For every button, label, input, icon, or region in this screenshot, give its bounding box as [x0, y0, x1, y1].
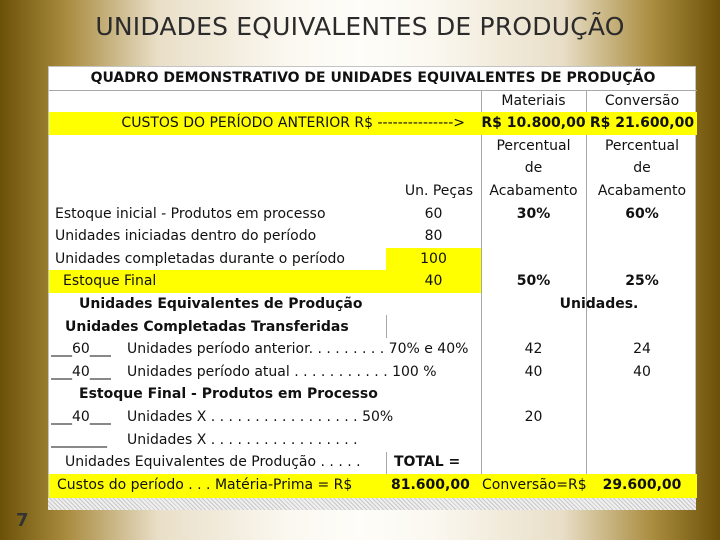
custos-conversao-label: Conversão=R$ [482, 477, 587, 493]
custos-mp-value: 81.600,00 [391, 477, 470, 493]
estoque-inicial-pecas: 60 [424, 205, 443, 222]
x1-label: Unidades X . . . . . . . . . . . . . . . . . 50% [127, 409, 394, 425]
iniciadas-pecas: 80 [424, 228, 443, 245]
un-pecas-header: Un. Peças [404, 183, 473, 199]
percentual-label: Percentual [604, 137, 680, 154]
table-row [49, 361, 697, 384]
x1-blank: ___40___ [51, 409, 111, 425]
anterior-conversao: 24 [633, 341, 651, 358]
table-row [49, 429, 697, 452]
estoque-final-conversao: 25% [625, 273, 659, 290]
table-row [49, 451, 697, 474]
anterior-materiais: 42 [524, 341, 543, 358]
custos-periodo-label: Custos do período . . . Matéria-Prima = R$ [57, 477, 353, 493]
estoque-final-materiais: 50% [516, 273, 551, 290]
estoque-inicial-materiais: 30% [516, 205, 551, 222]
hatched-bar [48, 498, 696, 510]
table-row [49, 112, 697, 135]
table-row [49, 293, 697, 316]
estoque-inicial-label: Estoque inicial - Produtos em processo [55, 205, 326, 222]
table-row [49, 157, 697, 180]
table-row [49, 316, 697, 339]
atual-label: Unidades período atual . . . . . . . . . . . 100 % [127, 363, 437, 380]
custos-conversao-value: 29.600,00 [602, 477, 682, 493]
table-row [49, 180, 697, 203]
table-row [49, 338, 697, 361]
table-header: QUADRO DEMONSTRATIVO DE UNIDADES EQUIVALENTES DE PRODUÇÃO [90, 70, 656, 86]
table-row [49, 225, 697, 248]
estoque-final-label: Estoque Final [49, 270, 386, 293]
atual-conversao: 40 [633, 363, 651, 380]
atual-blank: ___40___ [51, 363, 111, 380]
table-row [49, 135, 697, 158]
x2-label: Unidades X . . . . . . . . . . . . . . . . . [127, 431, 358, 448]
table-row [49, 406, 697, 429]
x2-blank: ________ [51, 431, 107, 448]
anterior-label: Unidades período anterior. . . . . . . . . 70% e 40% [127, 341, 469, 358]
estoque-final-processo-label: Estoque Final - Produtos em Processo [79, 386, 378, 403]
total-label: TOTAL = [394, 454, 461, 471]
completadas-label: Unidades completadas durante o período [55, 250, 345, 267]
de-label: de [633, 160, 651, 177]
custos-anterior-conversao: R$ 21.600,00 [589, 115, 695, 132]
table-row [49, 203, 697, 226]
table-row [49, 248, 697, 271]
completadas-pecas: 100 [386, 248, 481, 271]
slide-number: 7 [16, 510, 29, 531]
de-label: de [524, 160, 543, 177]
acabamento-label: Acabamento [597, 183, 687, 199]
iniciadas-label: Unidades iniciadas dentro do período [55, 228, 317, 245]
table-row [49, 270, 697, 293]
table-row [49, 67, 697, 90]
completas-transferidas-label: Unidades Completadas Transferidas [65, 318, 349, 335]
table-row [49, 474, 697, 498]
atual-materiais: 40 [524, 363, 543, 380]
acabamento-label: Acabamento [489, 183, 578, 199]
table-row [49, 383, 697, 406]
unidades-label: Unidades. [559, 296, 639, 312]
estoque-final-pecas: 40 [386, 270, 481, 293]
estoque-inicial-conversao: 60% [625, 205, 659, 222]
demonstrative-table [48, 66, 696, 500]
ue-total-label: Unidades Equivalentes de Produção . . . . . [65, 454, 361, 471]
percentual-label: Percentual [496, 137, 571, 154]
col-materiais: Materiais [501, 92, 566, 109]
custos-anterior-label: CUSTOS DO PERÍODO ANTERIOR R$ ---------------> [121, 115, 465, 132]
table-row [49, 90, 697, 113]
ue-producao-label: Unidades Equivalentes de Produção [79, 296, 363, 312]
x1-materiais: 20 [524, 409, 543, 425]
page-title: UNIDADES EQUIVALENTES DE PRODUÇÃO [95, 12, 625, 41]
custos-anterior-materiais: R$ 10.800,00 [481, 115, 586, 132]
col-conversao: Conversão [604, 92, 680, 109]
anterior-blank: ___60___ [51, 341, 111, 358]
